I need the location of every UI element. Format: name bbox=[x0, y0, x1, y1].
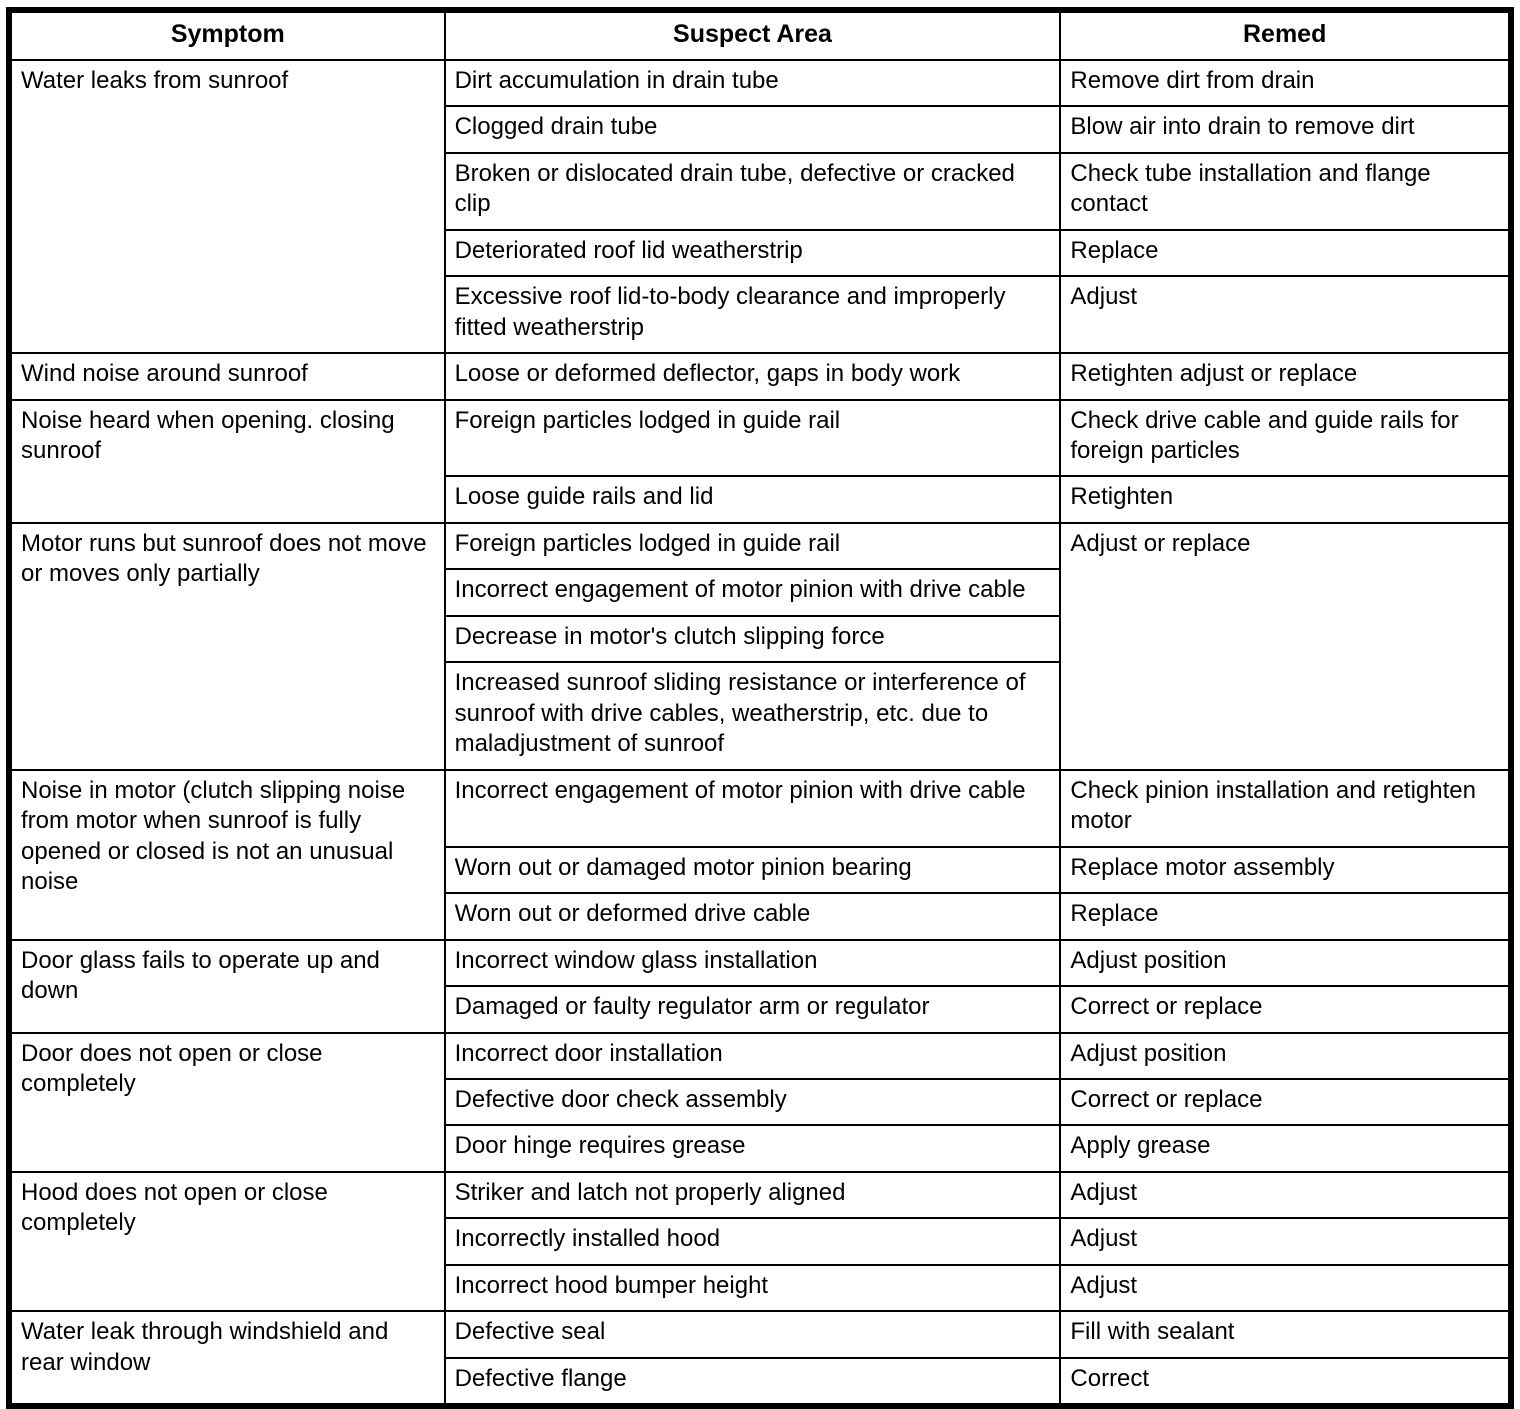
suspect-cell: Incorrect engagement of motor pinion with drive cable bbox=[445, 569, 1061, 615]
suspect-cell: Worn out or deformed drive cable bbox=[445, 893, 1061, 939]
column-header-remedy: Remed bbox=[1060, 10, 1511, 60]
suspect-cell: Loose or deformed deflector, gaps in body work bbox=[445, 353, 1061, 399]
suspect-cell: Increased sunroof sliding resistance or interference of sunroof with drive cables, weatherstrip, etc. due to maladjustment of sunroof bbox=[445, 662, 1061, 769]
symptom-cell: Hood does not open or close completely bbox=[9, 1172, 445, 1311]
suspect-cell: Incorrect engagement of motor pinion with drive cable bbox=[445, 770, 1061, 847]
remedy-cell: Blow air into drain to remove dirt bbox=[1060, 106, 1511, 152]
suspect-cell: Decrease in motor's clutch slipping force bbox=[445, 616, 1061, 662]
suspect-cell: Door hinge requires grease bbox=[445, 1125, 1061, 1171]
suspect-cell: Striker and latch not properly aligned bbox=[445, 1172, 1061, 1218]
suspect-cell: Incorrect door installation bbox=[445, 1033, 1061, 1079]
symptom-cell: Motor runs but sunroof does not move or moves only partially bbox=[9, 523, 445, 770]
remedy-cell: Check pinion installation and retighten motor bbox=[1060, 770, 1511, 847]
suspect-cell: Defective flange bbox=[445, 1358, 1061, 1406]
remedy-cell: Retighten bbox=[1060, 476, 1511, 522]
suspect-cell: Defective seal bbox=[445, 1311, 1061, 1357]
suspect-cell: Defective door check assembly bbox=[445, 1079, 1061, 1125]
remedy-cell: Retighten adjust or replace bbox=[1060, 353, 1511, 399]
remedy-cell: Adjust position bbox=[1060, 940, 1511, 986]
table-row bbox=[9, 1033, 1511, 1079]
table-row bbox=[9, 523, 1511, 569]
suspect-cell: Broken or dislocated drain tube, defective or cracked clip bbox=[445, 153, 1061, 230]
remedy-cell: Replace bbox=[1060, 230, 1511, 276]
table-row bbox=[9, 1311, 1511, 1357]
table-row bbox=[9, 1172, 1511, 1218]
symptom-cell: Wind noise around sunroof bbox=[9, 353, 445, 399]
suspect-cell: Deteriorated roof lid weatherstrip bbox=[445, 230, 1061, 276]
suspect-cell: Clogged drain tube bbox=[445, 106, 1061, 152]
remedy-cell: Check tube installation and flange contact bbox=[1060, 153, 1511, 230]
table-row bbox=[9, 400, 1511, 477]
remedy-cell: Adjust bbox=[1060, 1218, 1511, 1264]
remedy-cell: Adjust position bbox=[1060, 1033, 1511, 1079]
table-row bbox=[9, 60, 1511, 106]
symptom-cell: Door does not open or close completely bbox=[9, 1033, 445, 1172]
remedy-cell: Adjust bbox=[1060, 276, 1511, 353]
suspect-cell: Foreign particles lodged in guide rail bbox=[445, 523, 1061, 569]
suspect-cell: Incorrect hood bumper height bbox=[445, 1265, 1061, 1311]
symptom-cell: Water leaks from sunroof bbox=[9, 60, 445, 353]
suspect-cell: Dirt accumulation in drain tube bbox=[445, 60, 1061, 106]
suspect-cell: Damaged or faulty regulator arm or regulator bbox=[445, 986, 1061, 1032]
column-header-symptom: Symptom bbox=[9, 10, 445, 60]
remedy-cell: Correct or replace bbox=[1060, 986, 1511, 1032]
symptom-cell: Water leak through windshield and rear window bbox=[9, 1311, 445, 1406]
suspect-cell: Foreign particles lodged in guide rail bbox=[445, 400, 1061, 477]
remedy-cell: Adjust bbox=[1060, 1265, 1511, 1311]
column-header-suspect-area: Suspect Area bbox=[445, 10, 1061, 60]
table-row bbox=[9, 770, 1511, 847]
suspect-cell: Incorrect window glass installation bbox=[445, 940, 1061, 986]
remedy-cell: Correct bbox=[1060, 1358, 1511, 1406]
remedy-cell: Apply grease bbox=[1060, 1125, 1511, 1171]
symptom-cell: Door glass fails to operate up and down bbox=[9, 940, 445, 1033]
troubleshooting-table bbox=[6, 7, 1514, 1409]
remedy-cell: Replace motor assembly bbox=[1060, 847, 1511, 893]
remedy-cell: Adjust bbox=[1060, 1172, 1511, 1218]
suspect-cell: Excessive roof lid-to-body clearance and improperly fitted weatherstrip bbox=[445, 276, 1061, 353]
table-row bbox=[9, 353, 1511, 399]
suspect-cell: Loose guide rails and lid bbox=[445, 476, 1061, 522]
suspect-cell: Worn out or damaged motor pinion bearing bbox=[445, 847, 1061, 893]
remedy-cell: Fill with sealant bbox=[1060, 1311, 1511, 1357]
table-row bbox=[9, 940, 1511, 986]
remedy-cell: Correct or replace bbox=[1060, 1079, 1511, 1125]
symptom-cell: Noise heard when opening. closing sunroof bbox=[9, 400, 445, 523]
remedy-cell: Replace bbox=[1060, 893, 1511, 939]
remedy-cell: Remove dirt from drain bbox=[1060, 60, 1511, 106]
symptom-cell: Noise in motor (clutch slipping noise from motor when sunroof is fully opened or closed is not an unusual noise bbox=[9, 770, 445, 940]
remedy-cell: Adjust or replace bbox=[1060, 523, 1511, 770]
header-row bbox=[9, 10, 1511, 60]
suspect-cell: Incorrectly installed hood bbox=[445, 1218, 1061, 1264]
remedy-cell: Check drive cable and guide rails for foreign particles bbox=[1060, 400, 1511, 477]
